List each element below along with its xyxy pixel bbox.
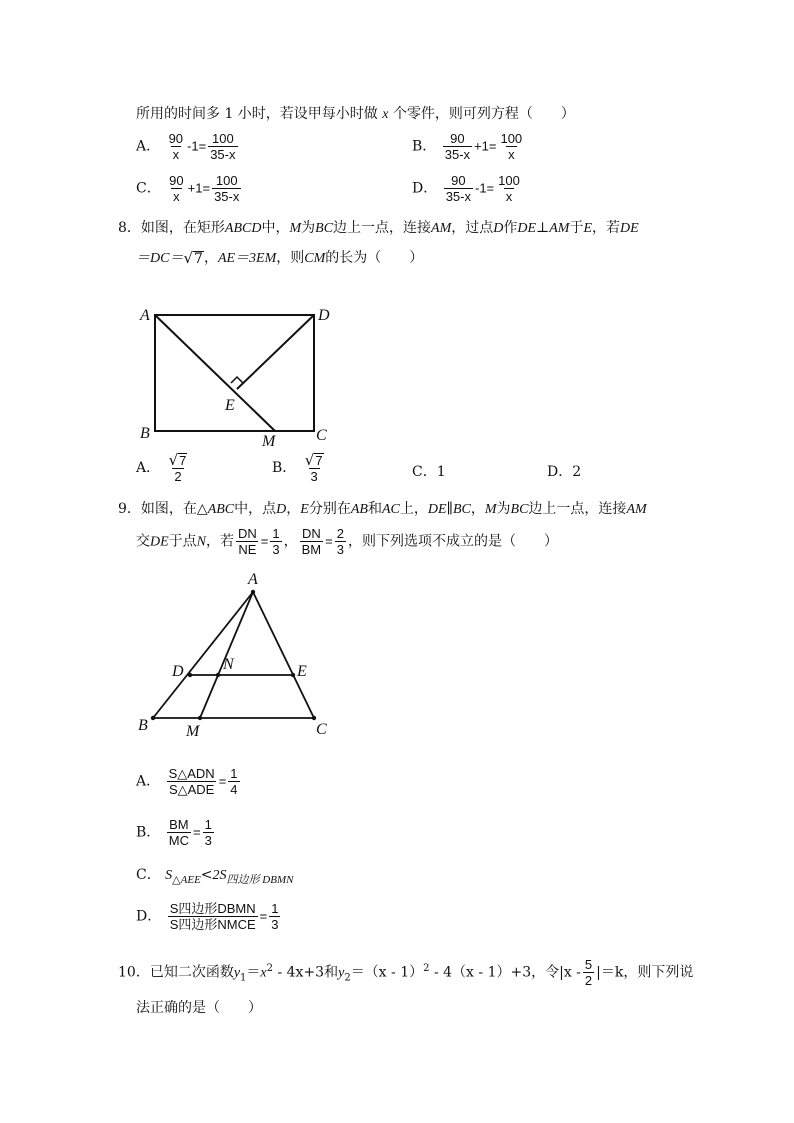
fraction [203, 817, 214, 848]
text: ， [283, 533, 298, 550]
numerator: 90 [169, 173, 184, 188]
fraction [167, 173, 185, 204]
fraction [167, 766, 217, 797]
question-number: 10． [118, 964, 150, 981]
text: ， [470, 501, 485, 517]
var: D [493, 221, 504, 236]
text: 已知二次函数 [149, 964, 234, 981]
numerator: 90 [168, 131, 184, 146]
fraction [583, 957, 594, 988]
option-label: A． [136, 138, 161, 155]
fraction [228, 766, 239, 797]
option-label: C． [136, 180, 161, 197]
var: M [484, 502, 497, 517]
numerator: S△ADN [168, 766, 215, 781]
radical-sign: √ [183, 248, 194, 267]
text: 如图，在矩形 [140, 220, 225, 236]
var: M [289, 221, 302, 236]
sqrt [169, 453, 188, 468]
option-label: A． [136, 773, 161, 790]
var: BC [315, 221, 334, 236]
segment-am [200, 592, 253, 718]
text: 和 [324, 964, 339, 981]
text: ，过点 [451, 220, 494, 236]
q8-option-a [136, 452, 191, 484]
operator: +1= [474, 138, 497, 154]
q9-option-b [136, 817, 216, 848]
segment-am [155, 315, 275, 431]
q7-stem [136, 103, 575, 123]
var: ABC [207, 502, 235, 517]
text: 边上一点，连接 [333, 220, 432, 236]
numerator: DN [238, 526, 257, 541]
q7-stem-text: 所用的时间多 1 小时，若设甲每小时做 [136, 106, 378, 122]
option-label: D． [136, 908, 162, 925]
text: ，则 [276, 250, 305, 266]
option-value: 1 [436, 464, 446, 480]
var: y [338, 965, 345, 981]
fraction [498, 131, 524, 162]
q9-option-d [136, 901, 282, 932]
text: 中， [261, 220, 290, 236]
numerator [303, 452, 326, 468]
numerator: 100 [500, 131, 523, 146]
text: 上， [399, 501, 428, 517]
var: DE⊥AM [517, 221, 570, 236]
text: 法正确的是（ ） [136, 1000, 262, 1016]
denominator: 3 [204, 833, 212, 848]
operator: = [260, 533, 269, 549]
label-e: E [225, 397, 235, 414]
var: DE [620, 221, 639, 236]
option-label: C． [412, 464, 437, 480]
text: 如图，在△ [140, 501, 208, 517]
denominator: x [508, 147, 515, 162]
var: y [233, 965, 241, 981]
q9-option-a [136, 766, 242, 797]
denominator: S四边形NMCE [169, 917, 256, 932]
denominator: x [172, 147, 180, 162]
area-symbol: S [165, 868, 173, 883]
numerator [167, 452, 190, 468]
text: ＝（x - 1） [350, 964, 424, 981]
fraction [168, 901, 258, 932]
radicand: 7 [194, 250, 203, 267]
numerator: BM [169, 817, 189, 832]
numerator: 1 [204, 817, 212, 832]
label-e: E [297, 663, 307, 680]
numerator: 100 [212, 131, 234, 146]
text: 于 [569, 220, 584, 236]
q9-option-c [136, 864, 293, 887]
label-m: M [262, 433, 276, 450]
numerator: 2 [336, 526, 344, 541]
radicand: 7 [315, 453, 323, 469]
q9-figure [130, 568, 340, 740]
subscript: 四边形 DBMN [226, 873, 294, 886]
q8-stem-line1 [118, 217, 639, 237]
option-label: D． [412, 180, 438, 197]
operator: +1= [187, 180, 211, 196]
option-label: D． [547, 464, 573, 480]
denominator: 35-x [214, 189, 240, 204]
q7-var-x: x [382, 107, 389, 122]
numerator: 1 [271, 901, 279, 916]
text: 和 [367, 501, 382, 517]
numerator: 100 [215, 173, 238, 188]
var: CM [304, 251, 326, 266]
fraction [236, 526, 259, 557]
fraction [270, 526, 281, 557]
var: AB [350, 502, 368, 517]
fraction [208, 131, 237, 162]
q8-option-d [547, 461, 581, 481]
question-number: 8． [118, 220, 141, 236]
denominator: 35-x [210, 147, 236, 162]
operator: -1= [187, 138, 207, 154]
operator: < [200, 867, 213, 883]
denominator: NE [238, 542, 257, 557]
var: N [196, 534, 207, 550]
var: E [300, 502, 309, 517]
segment-de [237, 315, 314, 389]
operator: -1= [474, 180, 495, 196]
sqrt [183, 248, 203, 267]
text: ，若 [206, 533, 235, 550]
point-c [312, 716, 316, 720]
var: DE∥BC [427, 502, 471, 517]
label-a: A [248, 571, 258, 588]
denominator: 3 [271, 917, 279, 932]
numerator: S四边形DBMN [169, 901, 256, 916]
var: ABCD [224, 221, 262, 236]
fraction [167, 131, 185, 162]
option-value: 2 [572, 464, 582, 480]
text: 中，点 [234, 501, 277, 517]
label-m: M [186, 723, 200, 740]
text: 边上一点，连接 [528, 501, 627, 517]
var: D [276, 502, 287, 517]
option-label: C． [136, 867, 161, 883]
label-b: B [138, 717, 148, 734]
fraction [496, 173, 522, 204]
superscript: 2 [423, 962, 430, 974]
label-d: D [172, 663, 184, 680]
text: ，则下列选项不成立的是（ ） [347, 533, 558, 550]
text: ＝ [246, 964, 261, 981]
text: 于点 [168, 533, 197, 550]
question-number: 9． [118, 501, 141, 517]
text: 的长为（ ） [325, 250, 424, 266]
superscript: 2 [266, 962, 274, 974]
q7-option-a [136, 131, 240, 162]
label-d: D [318, 307, 330, 324]
right-angle-mark [231, 377, 243, 389]
numerator: 1 [230, 766, 238, 781]
radicand: 7 [179, 453, 187, 469]
text: |＝k，则下列说 [596, 964, 694, 981]
text: ＝DC＝ [136, 251, 184, 266]
q10-stem-line1 [118, 957, 693, 988]
q8-figure [130, 300, 350, 455]
area-symbol: 2S [212, 868, 227, 883]
operator: = [325, 533, 333, 549]
point-b [151, 716, 155, 720]
denominator: 35-x [445, 189, 471, 204]
text: ，若 [592, 220, 620, 236]
text: ， [203, 250, 218, 266]
numerator: 90 [451, 173, 466, 188]
denominator: 4 [230, 782, 238, 797]
denominator: S△ADE [168, 782, 215, 797]
q7-stem-end: 个零件，则可列方程（ ） [392, 106, 575, 122]
numerator: 100 [498, 173, 520, 188]
point-m [198, 716, 202, 720]
denominator: x [505, 189, 513, 204]
var: AM [626, 502, 647, 517]
var: x [260, 965, 267, 981]
fraction [167, 817, 191, 848]
fraction [303, 452, 326, 484]
fraction [444, 173, 473, 204]
option-label: B． [412, 138, 437, 155]
q9-stem-line2 [136, 526, 558, 557]
radical-sign: √ [168, 451, 179, 470]
denominator: 2 [584, 973, 593, 988]
point-e [291, 673, 295, 677]
denominator: 3 [310, 469, 318, 485]
denominator: x [173, 189, 180, 204]
fraction [269, 901, 280, 932]
subscript: 2 [344, 972, 351, 984]
option-label: B． [136, 824, 161, 841]
fraction [443, 131, 472, 162]
var: AE＝3EM [217, 251, 277, 266]
fraction [335, 526, 346, 557]
segment-ac [253, 592, 314, 718]
numerator: 5 [584, 957, 593, 972]
operator: = [192, 824, 201, 840]
operator: = [259, 908, 268, 924]
option-label: A． [136, 460, 161, 477]
q8-option-b [272, 452, 328, 484]
var: BC [510, 502, 529, 517]
label-b: B [140, 425, 150, 442]
point-a [251, 590, 255, 594]
label-n: N [223, 656, 234, 673]
numerator: DN [301, 526, 321, 541]
operator: = [218, 773, 227, 789]
segment-ab [153, 592, 253, 718]
subscript: △AEE [172, 873, 201, 886]
q7-option-d [412, 173, 524, 204]
subscript: 1 [240, 972, 247, 984]
var: E [583, 221, 592, 236]
text: - 4（x - 1）+3，令|x - [429, 964, 581, 981]
text: 分别在 [308, 501, 351, 517]
option-label: B． [272, 460, 297, 477]
numerator: 1 [272, 526, 280, 541]
denominator: 2 [174, 469, 182, 485]
denominator: 35-x [444, 147, 471, 162]
label-c: C [316, 427, 327, 444]
denominator: BM [301, 542, 322, 557]
var: AC [381, 502, 400, 517]
fraction [167, 452, 190, 484]
numerator: 90 [450, 131, 465, 146]
q10-stem-line2 [136, 997, 262, 1017]
denominator: MC [168, 833, 189, 848]
denominator: 3 [272, 542, 280, 557]
point-n [216, 673, 220, 677]
fraction [212, 173, 241, 204]
q7-option-c [136, 173, 243, 204]
denominator: 3 [336, 542, 344, 557]
q8-stem-line2 [136, 247, 423, 267]
q9-stem-line1 [118, 498, 647, 518]
q7-option-b [412, 131, 526, 162]
sqrt [305, 453, 324, 468]
q8-option-c [412, 461, 446, 481]
label-a: A [140, 307, 150, 324]
text: 交 [136, 533, 150, 550]
var: AM [431, 221, 452, 236]
radical-sign: √ [304, 451, 315, 470]
fraction [300, 526, 324, 557]
text: - 4x+3 [273, 964, 325, 981]
text: ， [286, 501, 301, 517]
text: 为 [496, 501, 511, 517]
point-d [188, 673, 192, 677]
label-c: C [316, 721, 327, 738]
var: DE [150, 534, 169, 550]
text: 作 [503, 220, 518, 236]
text: 为 [301, 220, 316, 236]
